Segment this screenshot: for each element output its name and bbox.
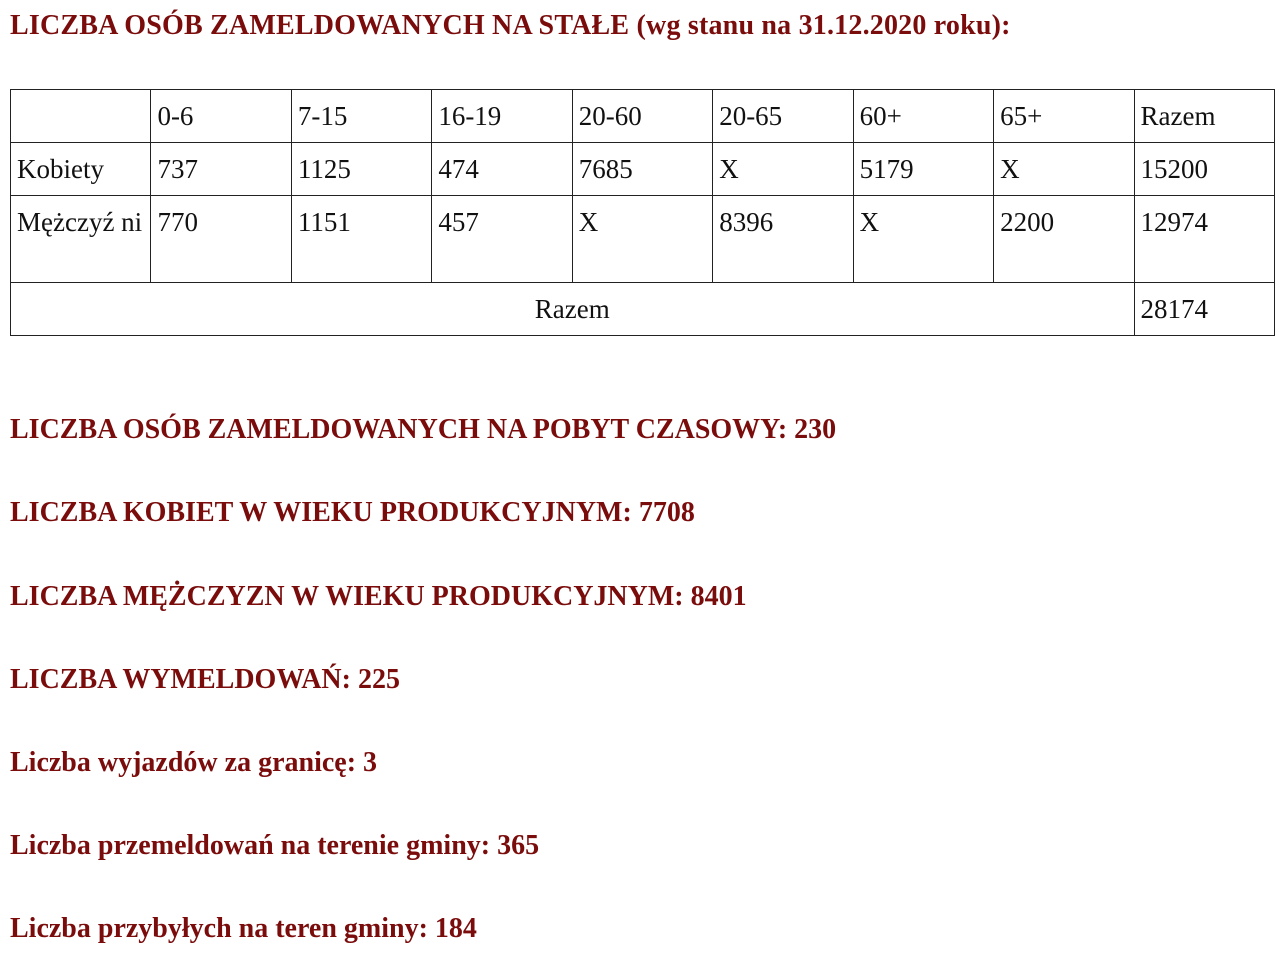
stat-value: 225 — [357, 664, 400, 695]
header-cell-total: Razem — [1134, 90, 1275, 143]
table-cell: 1151 — [291, 196, 431, 283]
header-cell-age-16-19: 16-19 — [432, 90, 572, 143]
table-cell: 770 — [151, 196, 291, 283]
header-cell-age-65-plus: 65+ — [994, 90, 1134, 143]
stat-value: 3 — [363, 747, 378, 778]
stat-internal-reregistrations — [10, 830, 539, 862]
header-cell-age-7-15: 7-15 — [291, 90, 431, 143]
stat-value: 184 — [434, 913, 477, 944]
stat-working-age-men — [10, 581, 747, 613]
table-cell: 5179 — [853, 143, 993, 196]
header-cell-age-20-60: 20-60 — [572, 90, 712, 143]
grand-total-value: 28174 — [1134, 283, 1275, 336]
stat-label: Liczba wyjazdów za granicę: — [10, 747, 357, 778]
stat-value: 8401 — [690, 581, 747, 612]
table-cell: 457 — [432, 196, 572, 283]
table-header-row — [11, 90, 1275, 143]
stat-value: 230 — [794, 414, 837, 445]
table-cell: 474 — [432, 143, 572, 196]
stat-temporary-residents — [10, 414, 836, 446]
table-cell: X — [572, 196, 712, 283]
population-table — [10, 89, 1275, 336]
table-cell-total: 12974 — [1134, 196, 1275, 283]
table-cell: X — [994, 143, 1134, 196]
stat-departures-abroad — [10, 747, 377, 779]
row-label: Mężczyź ni — [11, 196, 151, 283]
stat-value: 365 — [497, 830, 540, 861]
table-cell: 8396 — [713, 196, 853, 283]
table-cell: X — [853, 196, 993, 283]
grand-total-label: Razem — [11, 283, 1135, 336]
stat-arrivals — [10, 913, 477, 945]
header-cell-empty — [11, 90, 151, 143]
table-cell: 2200 — [994, 196, 1134, 283]
stat-value: 7708 — [638, 497, 695, 528]
header-cell-age-20-65: 20-65 — [713, 90, 853, 143]
stat-label: Liczba przybyłych na teren gminy: — [10, 913, 428, 944]
header-cell-age-60-plus: 60+ — [853, 90, 993, 143]
header-cell-age-0-6: 0-6 — [151, 90, 291, 143]
page-title: LICZBA OSÓB ZAMELDOWANYCH NA STAŁE (wg stanu na 31.12.2020 roku): — [10, 10, 1011, 41]
stat-label: Liczba przemeldowań na terenie gminy: — [10, 830, 491, 861]
table-cell: 737 — [151, 143, 291, 196]
stat-label: LICZBA WYMELDOWAŃ: — [10, 664, 351, 695]
table-row-men — [11, 196, 1275, 283]
stat-label: LICZBA KOBIET W WIEKU PRODUKCYJNYM: — [10, 497, 632, 528]
table-cell: 7685 — [572, 143, 712, 196]
stat-label: LICZBA OSÓB ZAMELDOWANYCH NA POBYT CZASOWY: — [10, 414, 788, 445]
table-row-grand-total — [11, 283, 1275, 336]
stat-deregistrations — [10, 664, 400, 696]
table-cell: X — [713, 143, 853, 196]
table-cell: 1125 — [291, 143, 431, 196]
table-cell-total: 15200 — [1134, 143, 1275, 196]
row-label: Kobiety — [11, 143, 151, 196]
stat-label: LICZBA MĘŻCZYZN W WIEKU PRODUKCYJNYM: — [10, 581, 684, 612]
table-row-women — [11, 143, 1275, 196]
stat-working-age-women — [10, 497, 695, 529]
